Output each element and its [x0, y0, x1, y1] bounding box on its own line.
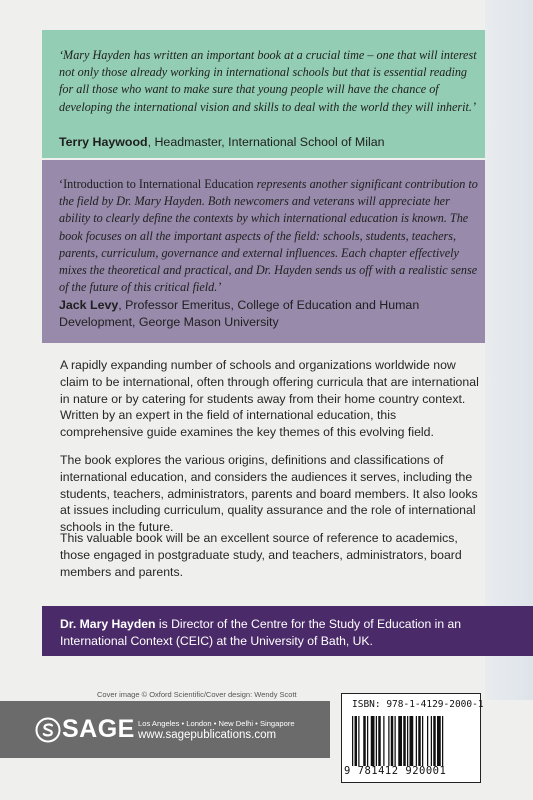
description-paragraph-1: A rapidly expanding number of schools and organizations worldwide now claim to be international, often through offering curricula that are international in nature or by catering for students away from their home country context. Written by an expert in the field of international education, this comprehensive guide examines the key themes of this evolving field. [60, 358, 479, 440]
barcode-stripe [416, 716, 417, 766]
barcode-stripe [427, 716, 428, 766]
barcode-stripe [407, 716, 408, 766]
publisher-name: SAGE [62, 715, 135, 743]
barcode-stripe [371, 716, 375, 766]
barcode-stripe [403, 716, 406, 766]
endorsement-quote-2 [59, 176, 479, 296]
barcode-stripe [442, 716, 443, 766]
description-paragraph-3: This valuable book will be an excellent source of reference to academics, those engaged in postgraduate study, and teachers, administrators, board members and parents. [60, 531, 462, 579]
barcode-stripe [363, 716, 366, 766]
author-name: Dr. Mary Hayden [60, 617, 156, 631]
endorsement-quote-2-body: represents another significant contribution to the field by Dr. Mary Hayden. Both newcomers and veterans will appreciate her ability to clearly define the contexts by which international education is known. The book focuses on all the important aspects of the field: schools, students, teachers, parents, curriculum, governance and external influences. Each chapter effectively mixes the theoretical and practical, and Dr. Hayden sends us off with a realistic sense of the future of this critical field.’ [59, 177, 478, 295]
endorsement-panel-1 [42, 30, 485, 158]
barcode-stripe [383, 716, 384, 766]
endorser-role-1: , Headmaster, International School of Milan [147, 135, 385, 149]
barcode-stripe [395, 716, 396, 766]
publisher-cities: Los Angeles • London • New Delhi • Singapore [138, 719, 295, 728]
cover-credit: Cover image © Oxford Scientific/Cover design: Wendy Scott [97, 690, 297, 699]
barcode-stripe [422, 716, 423, 766]
publisher-url[interactable]: www.sagepublications.com [138, 729, 277, 741]
endorsement-panel-2 [42, 160, 485, 343]
barcode-stripe [352, 716, 353, 766]
endorsement-attribution-1 [59, 134, 479, 151]
barcode-stripe [398, 716, 402, 766]
endorser-role-2: , Professor Emeritus, College of Education and Human Development, George Mason University [59, 298, 420, 329]
endorser-name-2: Jack Levy [59, 298, 119, 312]
barcode-stripe [437, 716, 441, 766]
book-title-reference: Introduction to International Education [63, 177, 254, 191]
barcode-graphic [352, 716, 472, 766]
barcode-stripe [367, 716, 368, 766]
barcode-stripe [431, 716, 432, 766]
barcode-stripe [355, 716, 358, 766]
barcode-box [341, 693, 484, 783]
endorsement-attribution-2 [59, 297, 479, 331]
barcode-stripe [433, 716, 436, 766]
isbn-label: ISBN: 978-1-4129-2000-1 [352, 699, 484, 710]
publisher-bar [0, 701, 330, 758]
description-paragraph-2: The book explores the various origins, definitions and classifications of international education, and considers the audiences it serves, including the students, teachers, administrators, parents and board members. It also looks at issues including curriculum, quality assurance and the role of international schools in the future. [60, 453, 478, 535]
endorsement-quote-1: ‘Mary Hayden has written an important book at a crucial time – one that will interest not only those already working in international schools but that is essential reading for all those who want to make sure that young people will have the chance of developing the international vision and skills to deal with the world they will inherit.’ [59, 48, 477, 114]
barcode-stripe [378, 716, 381, 766]
endorser-name-1: Terry Haywood [59, 135, 148, 149]
sage-logo-icon [35, 717, 61, 743]
barcode-stripe [391, 716, 394, 766]
author-bio-bar [42, 606, 533, 656]
author-bio-text: is Director of the Centre for the Study of Education in an International Context (CEIC) at the University of Bath, UK. [60, 617, 462, 648]
author-bio [60, 616, 515, 649]
barcode-stripe [376, 716, 377, 766]
barcode-digits: 9 781412 920001 [344, 765, 447, 777]
barcode-stripe [358, 716, 359, 766]
barcode-stripe [410, 716, 414, 766]
quote-open-mark: ‘ [59, 177, 64, 191]
barcode-stripe [388, 716, 389, 766]
edge-tint [485, 0, 533, 700]
barcode-stripe [418, 716, 421, 766]
